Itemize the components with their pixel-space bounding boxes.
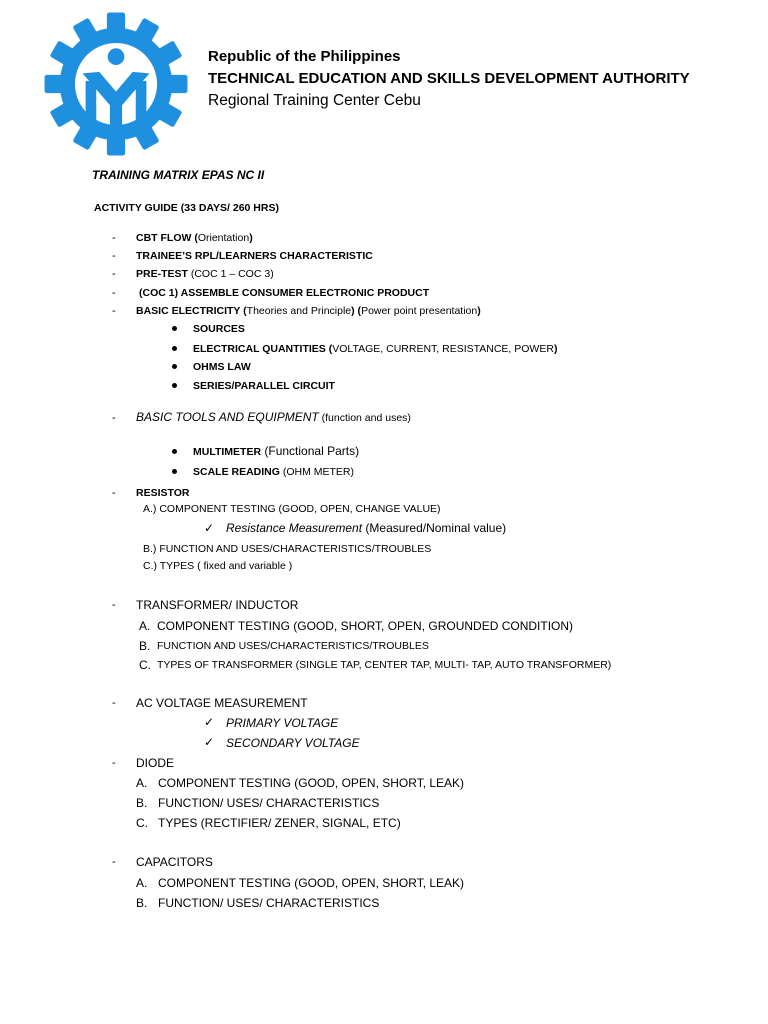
list-label: A.	[139, 619, 151, 633]
capacitors-a: COMPONENT TESTING (GOOD, OPEN, SHORT, LEAK)	[158, 876, 465, 890]
list-label: B.	[136, 796, 148, 810]
resistor-b: B.) FUNCTION AND USES/CHARACTERISTICS/TROUBLES	[143, 543, 432, 555]
item-ac-voltage: AC VOLTAGE MEASUREMENT	[136, 696, 308, 710]
list-label: B.	[136, 896, 148, 910]
primary-voltage: PRIMARY VOLTAGE	[226, 716, 339, 730]
dash: -	[112, 412, 116, 424]
header-republic: Republic of the Philippines	[208, 48, 401, 65]
transformer-c: TYPES OF TRANSFORMER (SINGLE TAP, CENTER TAP, MULTI- TAP, AUTO TRANSFORMER)	[157, 659, 612, 671]
item-resistor: RESISTOR	[136, 487, 190, 499]
resistor-c: C.) TYPES ( fixed and variable )	[143, 560, 293, 572]
list-label: B.	[139, 639, 151, 653]
item-pre-test: PRE-TEST (COC 1 – COC 3)	[136, 268, 274, 280]
dash: -	[112, 599, 116, 611]
diode-b: FUNCTION/ USES/ CHARACTERISTICS	[158, 796, 380, 810]
check-icon: ✓	[204, 715, 215, 729]
dash: -	[112, 757, 116, 769]
bullet	[172, 383, 177, 388]
bullet	[172, 449, 177, 454]
dash: -	[112, 487, 116, 499]
resistor-a: A.) COMPONENT TESTING (GOOD, OPEN, CHANGE VALUE)	[143, 503, 441, 515]
item-ohms-law: OHMS LAW	[193, 361, 251, 373]
dash: -	[112, 305, 116, 317]
bullet	[172, 346, 177, 351]
tesda-logo	[40, 8, 192, 160]
list-label: A.	[136, 776, 148, 790]
item-basic-electricity: BASIC ELECTRICITY (Theories and Principle) (Power point presentation)	[136, 305, 481, 317]
header-agency: TECHNICAL EDUCATION AND SKILLS DEVELOPMENT AUTHORITY	[208, 70, 690, 87]
check-icon: ✓	[204, 735, 215, 749]
item-series-parallel: SERIES/PARALLEL CIRCUIT	[193, 380, 335, 392]
dash: -	[112, 268, 116, 280]
bullet	[172, 364, 177, 369]
list-label: C.	[136, 816, 148, 830]
item-basic-tools: BASIC TOOLS AND EQUIPMENT (function and uses)	[136, 410, 411, 424]
bullet	[172, 326, 177, 331]
bullet	[172, 469, 177, 474]
secondary-voltage: SECONDARY VOLTAGE	[226, 736, 360, 750]
dash: -	[112, 697, 116, 709]
diode-a: COMPONENT TESTING (GOOD, OPEN, SHORT, LEAK)	[158, 776, 465, 790]
check-icon: ✓	[204, 521, 215, 535]
dash: -	[112, 250, 116, 262]
diode-c: TYPES (RECTIFIER/ ZENER, SIGNAL, ETC)	[158, 816, 401, 830]
dash: -	[112, 856, 116, 868]
item-electrical-quantities: ELECTRICAL QUANTITIES (VOLTAGE, CURRENT, RESISTANCE, POWER)	[193, 343, 558, 355]
activity-guide: ACTIVITY GUIDE (33 DAYS/ 260 HRS)	[94, 202, 279, 214]
list-label: C.	[139, 658, 151, 672]
item-scale-reading: SCALE READING (OHM METER)	[193, 466, 355, 478]
dash: -	[112, 287, 116, 299]
item-sources: SOURCES	[193, 323, 245, 335]
resistance-measurement: Resistance Measurement (Measured/Nominal value)	[226, 521, 507, 535]
item-capacitors: CAPACITORS	[136, 855, 213, 869]
item-cbt-flow: CBT FLOW (Orientation)	[136, 232, 253, 244]
capacitors-b: FUNCTION/ USES/ CHARACTERISTICS	[158, 896, 380, 910]
item-coc1: (COC 1) ASSEMBLE CONSUMER ELECTRONIC PRODUCT	[139, 287, 430, 299]
item-transformer: TRANSFORMER/ INDUCTOR	[136, 598, 299, 612]
list-label: A.	[136, 876, 148, 890]
transformer-b: FUNCTION AND USES/CHARACTERISTICS/TROUBLES	[157, 640, 429, 652]
dash: -	[112, 232, 116, 244]
transformer-a: COMPONENT TESTING (GOOD, SHORT, OPEN, GROUNDED CONDITION)	[157, 619, 574, 633]
item-multimeter: MULTIMETER (Functional Parts)	[193, 444, 360, 458]
item-trainee-rpl: TRAINEE’S RPL/LEARNERS CHARACTERISTIC	[136, 250, 373, 262]
item-diode: DIODE	[136, 756, 175, 770]
header-center: Regional Training Center Cebu	[208, 92, 421, 109]
doc-title: TRAINING MATRIX EPAS NC II	[92, 168, 265, 182]
